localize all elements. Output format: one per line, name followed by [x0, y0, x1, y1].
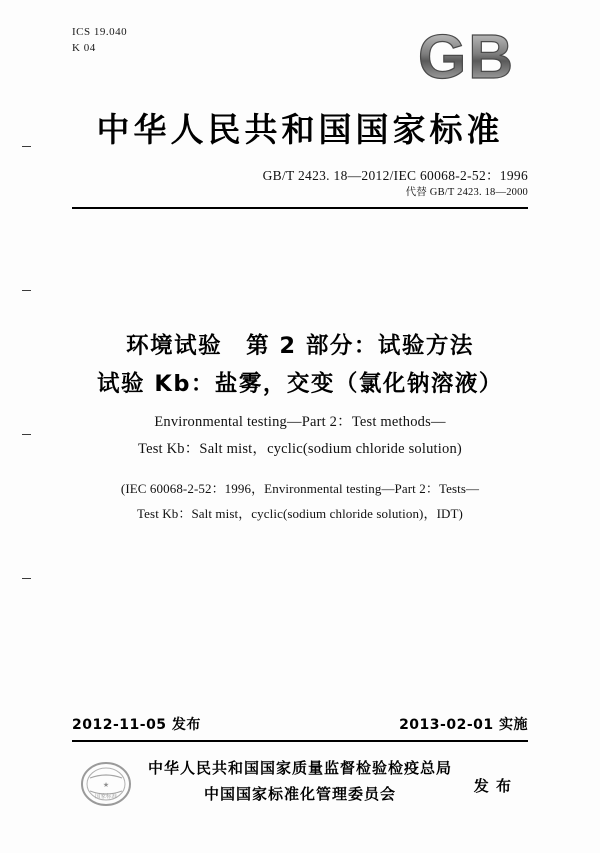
gb-logo-icon: [416, 26, 528, 88]
ics-block: [72, 24, 127, 56]
standard-replaces: 代替 GB/T 2423. 18—2000: [405, 187, 528, 198]
issuer-line1: 中华人民共和国国家质量监督检验检疫总局: [147, 759, 452, 777]
svg-text:★: ★: [102, 781, 110, 789]
subject-title-en-line1: Environmental testing—Part 2：Test methods—: [154, 414, 446, 430]
standard-number: GB/T 2423. 18—2012/IEC 60068-2-52：1996: [262, 168, 528, 183]
subject-title-cn-line1: 环境试验 第 2 部分：试验方法: [126, 333, 474, 359]
svg-text:GB: GB: [418, 26, 515, 88]
footer-divider: [72, 740, 528, 742]
svg-text:国家标准: 国家标准: [94, 794, 118, 800]
subject-title-cn-line2: 试验 Kb：盐雾，交变（氯化钠溶液）: [97, 371, 503, 397]
ics-code: ICS 19.040: [72, 26, 128, 38]
ccs-code: K 04: [72, 42, 96, 54]
idt-note-line1: (IEC 60068-2-52：1996，Environmental testing—Part 2：Tests—: [120, 481, 480, 496]
issue-date: 2012-11-05 发布: [72, 717, 201, 733]
margin-tick: [22, 578, 31, 579]
header-divider: [72, 207, 528, 209]
issuer-line2: 中国国家标准化管理委员会: [203, 785, 396, 803]
page-title: 中华人民共和国国家标准: [96, 110, 504, 149]
margin-tick: [22, 290, 31, 291]
idt-note-line2: Test Kb：Salt mist，cyclic(sodium chloride solution)，IDT): [137, 506, 463, 521]
publish-label: 发 布: [473, 777, 512, 795]
margin-tick: [22, 434, 31, 435]
subject-title-en-line2: Test Kb：Salt mist，cyclic(sodium chloride solution): [138, 441, 462, 457]
margin-tick: [22, 146, 31, 147]
implementation-date: 2013-02-01 实施: [399, 717, 528, 733]
